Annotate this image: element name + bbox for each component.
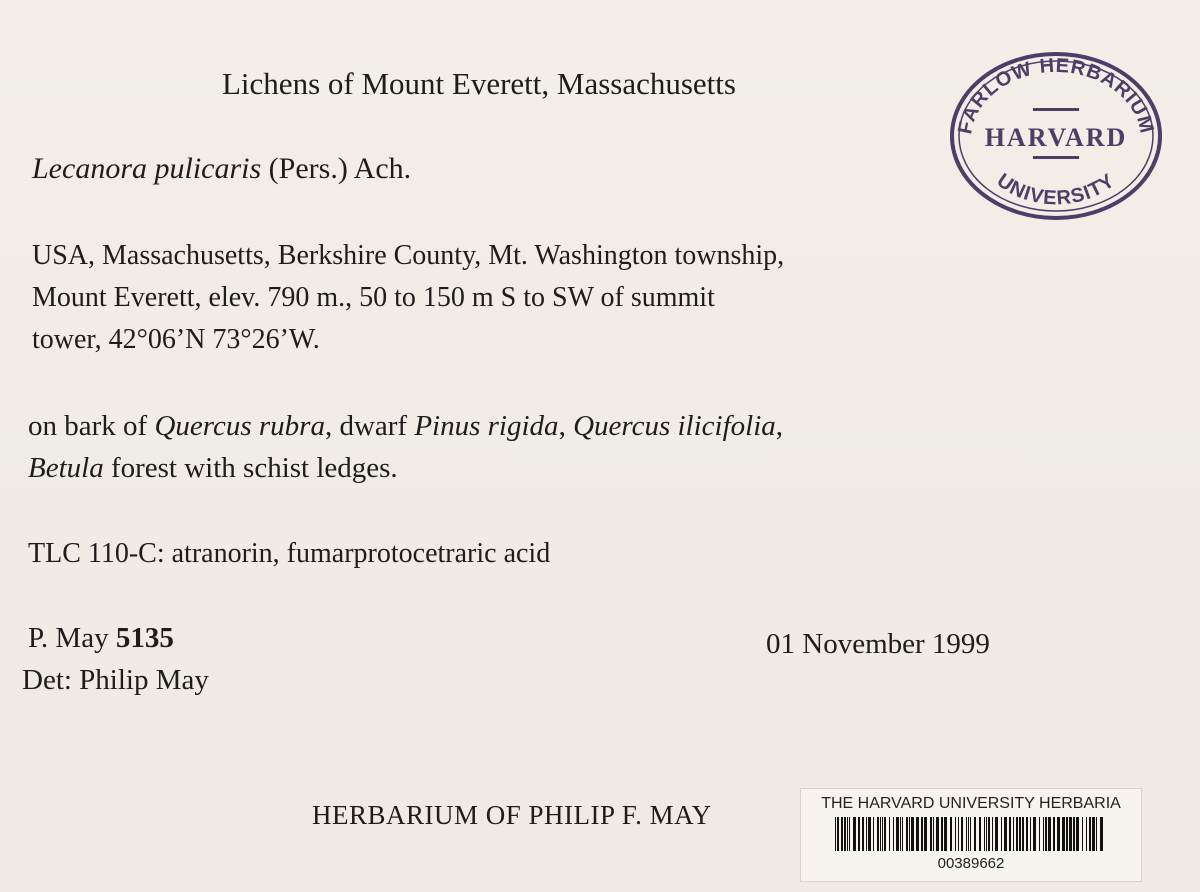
barcode-icon	[835, 817, 1107, 851]
barcode-bar	[873, 817, 874, 851]
barcode-bar	[974, 817, 976, 851]
barcode-bar	[1013, 817, 1014, 851]
barcode-bar	[984, 817, 985, 851]
habitat-line-1	[28, 410, 783, 443]
barcode-bar	[1066, 817, 1068, 851]
barcode-bar	[950, 817, 952, 851]
barcode-bar	[966, 817, 967, 851]
barcode-bar	[909, 817, 910, 851]
barcode-bar	[968, 817, 969, 851]
barcode-bar	[1026, 817, 1028, 851]
barcode-bar	[1043, 817, 1044, 851]
habitat-text: ,	[558, 410, 574, 442]
barcode-bar	[921, 817, 923, 851]
habitat-text: ,	[775, 410, 784, 442]
stamp-center-text: HARVARD	[984, 123, 1128, 152]
barcode-bar	[858, 817, 860, 851]
barcode-bar	[1001, 817, 1002, 851]
determiner: Det: Philip May	[22, 664, 209, 696]
herbarium-name: HERBARIUM OF PHILIP F. MAY	[312, 800, 712, 830]
collector-number: 5135	[115, 622, 174, 654]
barcode-bar	[900, 817, 901, 851]
tlc-result: TLC 110-C: atranorin, fumarprotocetraric acid	[28, 538, 551, 569]
collector	[28, 622, 174, 655]
habitat-text: forest with schist ledges.	[103, 452, 398, 484]
barcode-bar	[1082, 817, 1083, 851]
barcode-bar	[841, 817, 843, 851]
barcode-bar	[868, 817, 871, 851]
barcode-bar	[986, 817, 987, 851]
barcode-bar	[1045, 817, 1047, 851]
barcode-bar	[970, 817, 971, 851]
barcode-bar	[906, 817, 908, 851]
barcode-bar	[979, 817, 981, 851]
barcode-bar	[1048, 817, 1051, 851]
barcode-bar	[944, 817, 947, 851]
barcode-bar	[1019, 817, 1021, 851]
barcode-bar	[884, 817, 886, 851]
barcode-number: 00389662	[937, 855, 1005, 872]
barcode-bar	[1089, 817, 1091, 851]
collector-name: P. May	[28, 622, 116, 654]
barcode-bar	[1076, 817, 1079, 851]
barcode-bar	[1086, 817, 1087, 851]
barcode-bar	[889, 817, 890, 851]
barcode-bar	[936, 817, 939, 851]
barcode-bar	[1004, 817, 1007, 851]
herbarium-stamp	[945, 48, 1167, 224]
genus-species: Lecanora pulicaris	[32, 152, 262, 185]
barcode-bar	[958, 817, 959, 851]
barcode-bar	[847, 817, 848, 851]
barcode-bar	[1033, 817, 1036, 851]
habitat-taxon-pinus-rigida: Pinus rigida	[414, 410, 559, 442]
barcode-bar	[877, 817, 879, 851]
taxon-authority: (Pers.) Ach.	[268, 152, 412, 185]
barcode-bar	[988, 817, 990, 851]
barcode-bar	[924, 817, 927, 851]
locality-line-3: tower, 42°06’N 73°26’W.	[32, 324, 320, 355]
barcode-bar	[893, 817, 894, 851]
locality-line-2: Mount Everett, elev. 790 m., 50 to 150 m S to SW of summit	[32, 282, 715, 313]
barcode-bar	[866, 817, 867, 851]
habitat-taxon-quercus-rubra: Quercus rubra	[154, 410, 325, 442]
barcode-bar	[930, 817, 932, 851]
barcode-bar	[1022, 817, 1024, 851]
habitat-text: on bark of	[28, 410, 155, 442]
barcode-bar	[896, 817, 899, 851]
barcode-bar	[911, 817, 914, 851]
habitat-text: , dwarf	[324, 410, 415, 442]
barcode-label	[800, 788, 1142, 882]
barcode-bar	[862, 817, 864, 851]
barcode-bar	[1069, 817, 1072, 851]
barcode-bar	[844, 817, 846, 851]
barcode-bar	[835, 817, 836, 851]
habitat-taxon-quercus-ilicifolia: Quercus ilicifolia	[573, 410, 776, 442]
barcode-bar	[1016, 817, 1018, 851]
barcode-bar	[853, 817, 856, 851]
barcode-bar	[1039, 817, 1040, 851]
barcode-bar	[1053, 817, 1055, 851]
stamp-top-text: FARLOW HERBARIUM	[954, 54, 1158, 137]
barcode-bar	[1030, 817, 1031, 851]
barcode-bar	[882, 817, 883, 851]
habitat-taxon-betula: Betula	[28, 452, 104, 484]
barcode-bar	[961, 817, 963, 851]
barcode-bar	[837, 817, 839, 851]
label-title: Lichens of Mount Everett, Massachusetts	[222, 66, 736, 101]
barcode-bar	[880, 817, 881, 851]
barcode-bar	[1057, 817, 1060, 851]
locality-line-1: USA, Massachusetts, Berkshire County, Mt. Washington township,	[32, 240, 785, 271]
barcode-bar	[955, 817, 956, 851]
barcode-bar	[933, 817, 934, 851]
barcode-bar	[1100, 817, 1103, 851]
barcode-bar	[1096, 817, 1097, 851]
habitat-line-2	[28, 452, 398, 485]
barcode-title: THE HARVARD UNIVERSITY HERBARIA	[821, 795, 1121, 812]
barcode-bar	[1062, 817, 1065, 851]
taxon-name	[32, 152, 411, 186]
barcode-bar	[1073, 817, 1075, 851]
barcode-bar	[1009, 817, 1011, 851]
barcode-bar	[849, 817, 850, 851]
barcode-bar	[995, 817, 998, 851]
barcode-bar	[992, 817, 993, 851]
barcode-bar	[941, 817, 943, 851]
barcode-bar	[902, 817, 903, 851]
barcode-bar	[916, 817, 919, 851]
barcode-bar	[1092, 817, 1095, 851]
stamp-bottom-text: UNIVERSITY	[992, 169, 1120, 210]
collection-date: 01 November 1999	[766, 628, 990, 660]
